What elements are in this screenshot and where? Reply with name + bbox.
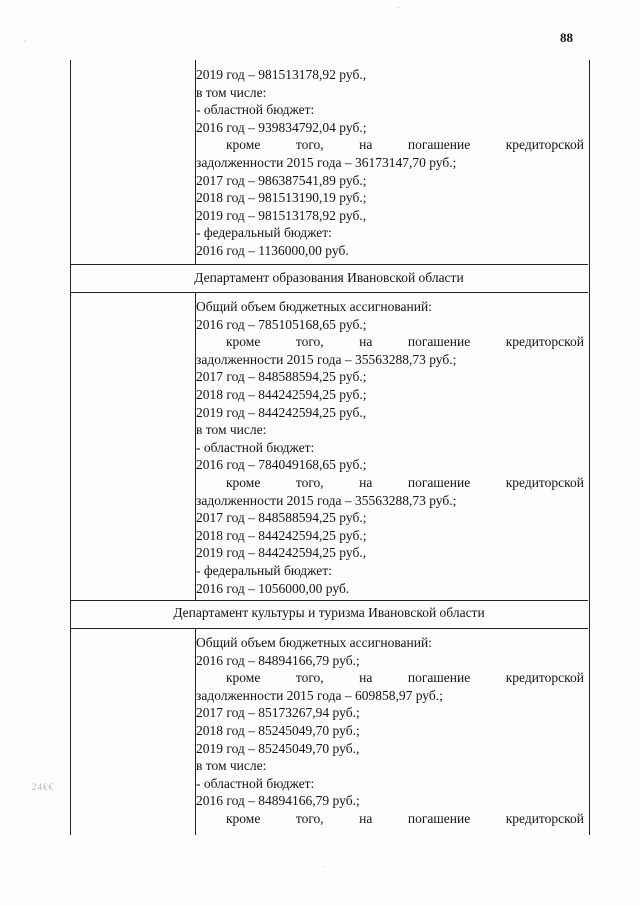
word: погашение: [407, 474, 471, 490]
table-cell-right: [196, 66, 584, 260]
text-line: в том числе:: [196, 758, 267, 774]
text-line: в том числе:: [196, 84, 267, 100]
word: того,: [295, 810, 324, 826]
word: кредиторской: [505, 810, 584, 826]
text-line: - федеральный бюджет:: [196, 225, 332, 241]
department-heading-education: Департамент образования Ивановской области: [194, 270, 464, 285]
department-heading-culture: Департамент культуры и туризма Ивановской области: [173, 605, 485, 620]
word: кроме: [226, 670, 261, 686]
text-line: - областной бюджет:: [196, 102, 315, 118]
text-line: задолженности 2015 года – 609858,97 руб.;: [196, 687, 443, 703]
text-line: Общий объем бюджетных ассигнований:: [196, 635, 432, 650]
word: кредиторской: [505, 137, 584, 153]
text-line: 2018 год – 844242594,25 руб.;: [196, 527, 367, 543]
word: того,: [295, 137, 324, 153]
word: того,: [295, 334, 324, 350]
justified-line: [196, 669, 584, 687]
word: того,: [295, 474, 324, 490]
text-line: - областной бюджет:: [196, 439, 315, 455]
word: того,: [295, 670, 324, 686]
table-cell-left: [70, 628, 196, 835]
table-divider: [70, 600, 588, 601]
table-cell-right: [196, 634, 584, 828]
text-line: 2018 год – 981513190,19 руб.;: [196, 190, 367, 206]
table-cell-left: [70, 60, 196, 264]
justified-line: [196, 474, 584, 492]
text-line: 2019 год – 981513178,92 руб.,: [196, 207, 367, 223]
text-line: 2017 год – 848588594,25 руб.;: [196, 369, 367, 385]
text-line: 2016 год – 84894166,79 руб.;: [196, 652, 360, 668]
word: кредиторской: [505, 670, 584, 686]
text-line: задолженности 2015 года – 36173147,70 руб.;: [196, 154, 457, 170]
table-cell-right: [196, 298, 584, 597]
word: кредиторской: [505, 474, 584, 490]
page-number: 88: [560, 30, 573, 45]
text-line: 2018 год – 85245049,70 руб.;: [196, 722, 360, 738]
word: на: [359, 810, 373, 826]
justified-line: [196, 810, 584, 828]
text-line: Общий объем бюджетных ассигнований:: [196, 299, 432, 314]
justified-line: [196, 333, 584, 351]
word: погашение: [407, 810, 471, 826]
text-line: - областной бюджет:: [196, 775, 315, 791]
text-line: 2019 год – 981513178,92 руб.,: [196, 67, 367, 82]
text-line: - федеральный бюджет:: [196, 562, 332, 578]
text-line: 2018 год – 844242594,25 руб.;: [196, 386, 367, 402]
text-line: 2017 год – 85173267,94 руб.;: [196, 705, 360, 721]
word: на: [359, 474, 373, 490]
word: кроме: [226, 137, 261, 153]
text-line: 2016 год – 939834792,04 руб.;: [196, 119, 367, 135]
scan-artifact-dot-bottom: ·: [322, 863, 325, 871]
word: кроме: [226, 474, 261, 490]
text-line: 2016 год – 785105168,65 руб.;: [196, 316, 367, 332]
table-cell-left: [70, 292, 196, 600]
table-row-culture: [70, 628, 588, 835]
table-row-continuation: [70, 60, 588, 264]
text-line: 2016 год – 784049168,65 руб.;: [196, 457, 367, 473]
table-row-education: [70, 292, 588, 600]
text-line: 2019 год – 844242594,25 руб.,: [196, 404, 367, 420]
word: кроме: [226, 810, 261, 826]
scan-artifact-dot: ·: [24, 37, 27, 46]
justified-line: [196, 136, 584, 154]
word: на: [359, 670, 373, 686]
text-line: задолженности 2015 года – 35563288,73 руб.;: [196, 492, 457, 508]
text-line: 2017 год – 986387541,89 руб.;: [196, 172, 367, 188]
word: на: [359, 137, 373, 153]
table-divider: [70, 264, 588, 265]
word: на: [359, 334, 373, 350]
word: погашение: [407, 137, 471, 153]
scan-artifact-left-margin: 24€€: [32, 782, 54, 792]
text-line: 2016 год – 1136000,00 руб.: [196, 242, 349, 258]
text-line: в том числе:: [196, 422, 267, 438]
text-line: 2016 год – 84894166,79 руб.;: [196, 793, 360, 809]
word: кредиторской: [505, 334, 584, 350]
word: погашение: [407, 670, 471, 686]
text-line: 2016 год – 1056000,00 руб.: [196, 580, 350, 596]
word: погашение: [407, 334, 471, 350]
scan-artifact-top: ‥ · ·: [396, 2, 409, 10]
text-line: 2019 год – 85245049,70 руб.,: [196, 740, 360, 756]
text-line: 2019 год – 844242594,25 руб.,: [196, 545, 367, 561]
word: кроме: [226, 334, 261, 350]
text-line: 2017 год – 848588594,25 руб.;: [196, 510, 367, 526]
text-line: задолженности 2015 года – 35563288,73 руб.;: [196, 351, 457, 367]
